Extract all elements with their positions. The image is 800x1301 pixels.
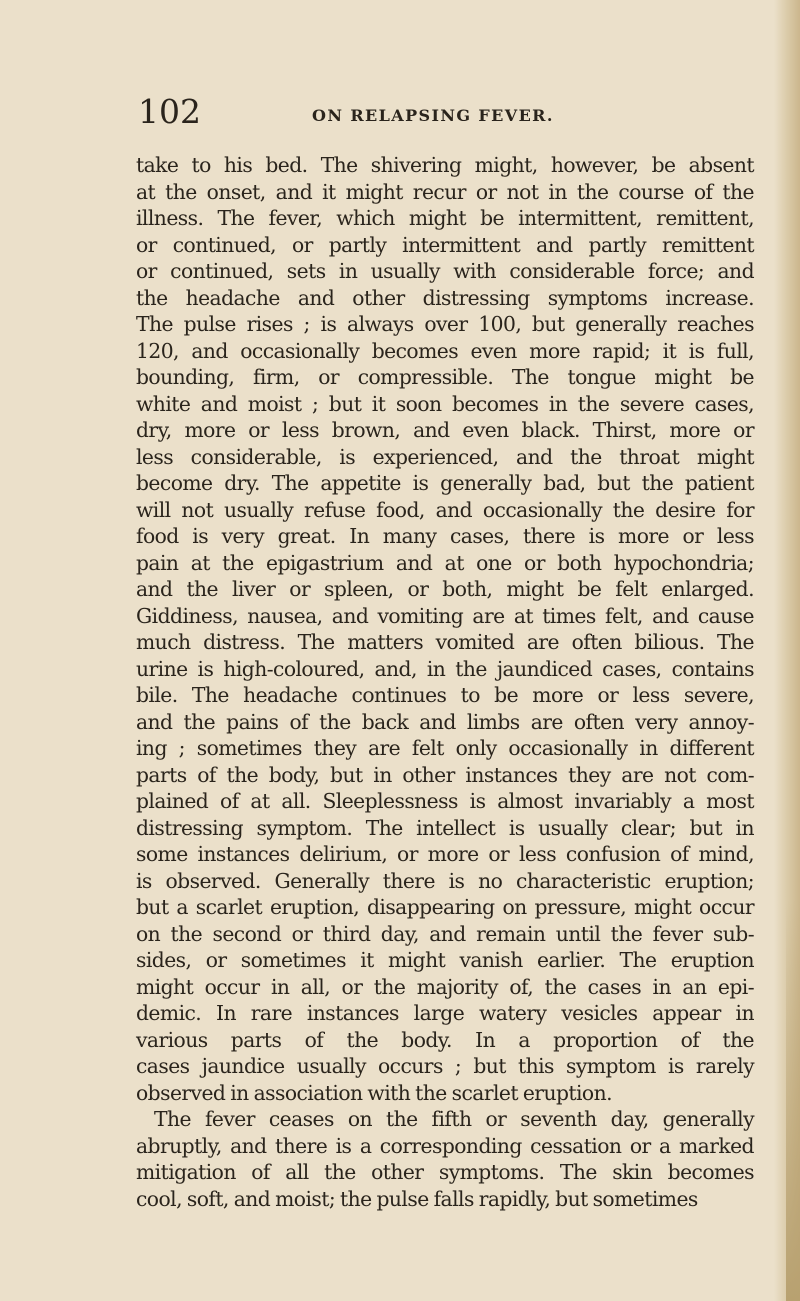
text-line: The fever ceases on the fifth or seventh day, generally bbox=[154, 1107, 754, 1131]
text-line: bile. The headache continues to be more or less severe, bbox=[136, 683, 754, 707]
text-line: urine is high-coloured, and, in the jaundiced cases, contains bbox=[136, 656, 754, 681]
text-line: the headache and other distressing symptoms increase. bbox=[136, 285, 754, 310]
text-line: take to his bed. The shivering might, however, be absent bbox=[136, 153, 754, 177]
text-line: illness. The fever, which might be intermittent, remittent, bbox=[136, 206, 754, 230]
text-line: bounding, firm, or compressible. The tongue might be bbox=[136, 365, 754, 389]
page-edge-shadow bbox=[786, 900, 800, 1301]
text-line: parts of the body, but in other instances they are not com- bbox=[136, 762, 754, 787]
text-line: sides, or sometimes it might vanish earlier. The eruption bbox=[136, 948, 754, 972]
page-number: 102 bbox=[138, 92, 201, 131]
text-line: or continued, sets in usually with considerable force; and bbox=[136, 259, 754, 283]
text-line: dry, more or less brown, and even black. Thirst, more or bbox=[136, 418, 754, 442]
text-line: The pulse rises ; is always over 100, but generally reaches bbox=[136, 312, 754, 336]
running-head bbox=[128, 92, 728, 132]
text-line: pain at the epigastrium and at one or both hypochondria; bbox=[136, 550, 754, 575]
text-line: or continued, or partly intermittent and partly remittent bbox=[136, 232, 754, 257]
text-line: much distress. The matters vomited are often bilious. The bbox=[136, 630, 754, 654]
text-line: and the liver or spleen, or both, might be felt enlarged. bbox=[136, 577, 754, 601]
text-line: but a scarlet eruption, disappearing on pressure, might occur bbox=[136, 895, 754, 919]
text-line: abruptly, and there is a corresponding cessation or a marked bbox=[136, 1133, 754, 1158]
text-line: cool, soft, and moist; the pulse falls rapidly, but sometimes bbox=[136, 1186, 698, 1211]
text-line: mitigation of all the other symptoms. The skin becomes bbox=[136, 1160, 754, 1184]
text-line: is observed. Generally there is no characteristic eruption; bbox=[136, 868, 754, 893]
text-line: various parts of the body. In a proportion of the bbox=[136, 1027, 754, 1052]
running-title: ON RELAPSING FEVER. bbox=[312, 106, 554, 125]
text-line: demic. In rare instances large watery vesicles appear in bbox=[136, 1001, 754, 1025]
text-line: become dry. The appetite is generally bad, but the patient bbox=[136, 471, 754, 495]
text-line: distressing symptom. The intellect is usually clear; but in bbox=[136, 815, 754, 840]
text-line: food is very great. In many cases, there is more or less bbox=[136, 524, 754, 548]
text-line: ing ; sometimes they are felt only occasionally in different bbox=[136, 736, 754, 760]
text-line: some instances delirium, or more or less confusion of mind, bbox=[136, 842, 754, 866]
text-line: on the second or third day, and remain until the fever sub- bbox=[136, 921, 754, 946]
body-text bbox=[136, 152, 754, 1212]
text-line: observed in association with the scarlet eruption. bbox=[136, 1080, 612, 1105]
text-line: at the onset, and it might recur or not in the course of the bbox=[136, 179, 754, 204]
text-line: Giddiness, nausea, and vomiting are at times felt, and cause bbox=[136, 603, 754, 628]
text-line: less considerable, is experienced, and the throat might bbox=[136, 444, 754, 469]
text-line: 120, and occasionally becomes even more rapid; it is full, bbox=[136, 338, 754, 363]
text-line: cases jaundice usually occurs ; but this symptom is rarely bbox=[136, 1054, 754, 1078]
text-line: plained of at all. Sleeplessness is almost invariably a most bbox=[136, 789, 754, 813]
text-line: will not usually refuse food, and occasionally the desire for bbox=[136, 497, 754, 522]
text-line: white and moist ; but it soon becomes in the severe cases, bbox=[136, 391, 754, 416]
text-line: might occur in all, or the majority of, the cases in an epi- bbox=[136, 974, 754, 999]
text-line: and the pains of the back and limbs are often very annoy- bbox=[136, 709, 754, 734]
